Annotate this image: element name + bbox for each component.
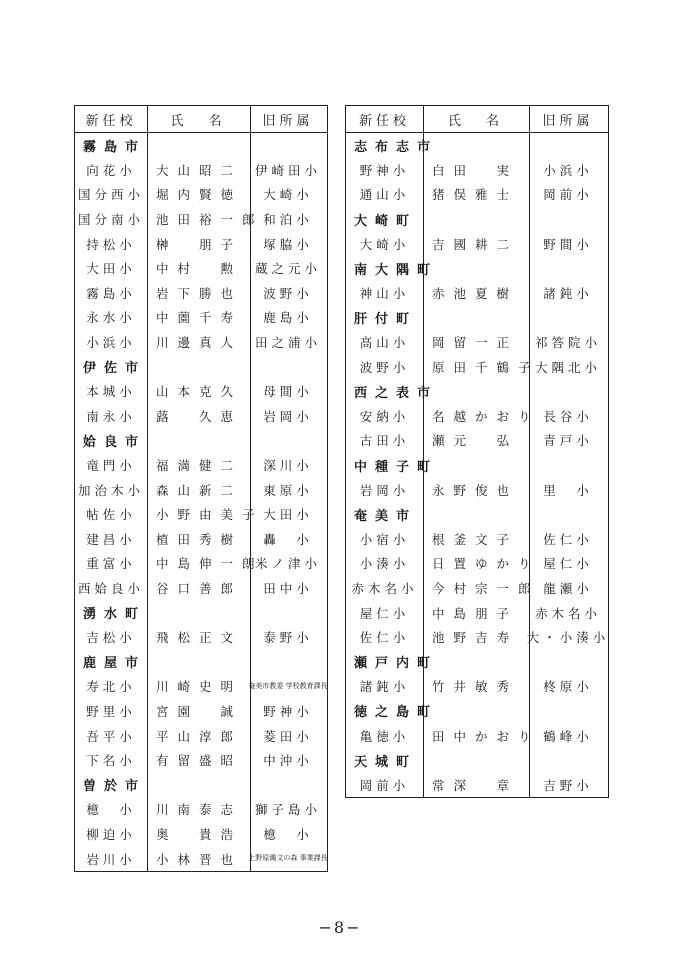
table-row bbox=[75, 231, 327, 256]
prev-school-cell: 波野小 bbox=[263, 285, 313, 301]
city-heading: 曽於市 bbox=[75, 772, 148, 797]
name-cell: 川邊真人 bbox=[148, 330, 251, 355]
city-heading-row bbox=[75, 600, 327, 625]
empty-cell bbox=[530, 502, 606, 527]
table-row bbox=[346, 158, 608, 183]
name-cell: 植田秀樹 bbox=[148, 527, 251, 552]
name-cell: 池田裕一郎 bbox=[148, 207, 251, 232]
prev-school-cell: 大田小 bbox=[263, 507, 313, 523]
table-row bbox=[346, 404, 608, 429]
name-cell: 田中かおり bbox=[424, 723, 530, 748]
table-row bbox=[346, 330, 608, 355]
name-cell: 岡留一正 bbox=[424, 330, 530, 355]
table-row bbox=[75, 674, 327, 699]
prev-school-cell: 里 小 bbox=[543, 482, 593, 498]
left-table bbox=[74, 105, 328, 872]
empty-cell bbox=[148, 133, 251, 158]
school-cell: 向花小 bbox=[75, 158, 148, 183]
city-heading: 中種子町 bbox=[346, 453, 424, 478]
name-cell: 小野由美子 bbox=[148, 502, 251, 527]
school-cell: 屋仁小 bbox=[346, 600, 424, 625]
name-cell: 谷口善郎 bbox=[148, 576, 251, 601]
name-cell: 赤池夏樹 bbox=[424, 281, 530, 306]
school-cell: 吾平小 bbox=[75, 723, 148, 748]
school-cell: 吉松小 bbox=[75, 625, 148, 650]
empty-cell bbox=[424, 305, 530, 330]
header-prev: 旧所属 bbox=[262, 113, 314, 129]
prev-school-cell: 佐仁小 bbox=[543, 531, 593, 547]
table-row bbox=[346, 625, 608, 650]
school-cell: 持松小 bbox=[75, 231, 148, 256]
city-heading: 湧水町 bbox=[75, 600, 148, 625]
prev-school-cell: 大崎小 bbox=[263, 187, 313, 203]
table-row bbox=[346, 600, 608, 625]
school-cell: 岩川小 bbox=[75, 846, 148, 871]
name-cell: 白田 実 bbox=[424, 158, 530, 183]
city-heading-row bbox=[346, 748, 608, 773]
table-row bbox=[75, 723, 327, 748]
name-cell: 岩下勝也 bbox=[148, 281, 251, 306]
prev-school-cell: 泰野小 bbox=[263, 630, 313, 646]
prev-school-cell: 青戸小 bbox=[543, 433, 593, 449]
empty-cell bbox=[530, 305, 606, 330]
name-cell: 猪俣雅士 bbox=[424, 182, 530, 207]
name-cell: 川崎史明 bbox=[148, 674, 251, 699]
city-heading: 南大隅町 bbox=[346, 256, 424, 281]
empty-cell bbox=[251, 428, 325, 453]
school-cell: 加治木小 bbox=[75, 477, 148, 502]
table-row bbox=[346, 428, 608, 453]
school-cell: 小宿小 bbox=[346, 527, 424, 552]
city-heading: 徳之島町 bbox=[346, 699, 424, 724]
header-school: 新任校 bbox=[346, 106, 424, 132]
prev-school-cell: 田之浦小 bbox=[254, 335, 321, 351]
prev-school-cell: 赤木名小 bbox=[534, 605, 601, 621]
table-row bbox=[75, 699, 327, 724]
city-heading-row bbox=[75, 649, 327, 674]
city-heading-row bbox=[346, 649, 608, 674]
prev-school-cell: 東原小 bbox=[263, 482, 313, 498]
city-heading: 大崎町 bbox=[346, 207, 424, 232]
prev-school-cell: 鹿島小 bbox=[263, 310, 313, 326]
prev-school-cell: 中沖小 bbox=[263, 753, 313, 769]
name-cell: 小林晋也 bbox=[148, 846, 251, 871]
name-cell: 中薗千寿 bbox=[148, 305, 251, 330]
prev-school-cell: 野間小 bbox=[543, 236, 593, 252]
name-cell: 川南泰志 bbox=[148, 797, 251, 822]
table-body bbox=[346, 133, 608, 797]
empty-cell bbox=[424, 133, 530, 158]
city-heading-row bbox=[346, 133, 608, 158]
prev-school-cell: 鶴峰小 bbox=[543, 728, 593, 744]
city-heading-row bbox=[75, 133, 327, 158]
prev-school-cell: 伊崎田小 bbox=[254, 162, 321, 178]
empty-cell bbox=[424, 207, 530, 232]
name-cell: 池野吉寿 bbox=[424, 625, 530, 650]
table-body bbox=[75, 133, 327, 871]
name-cell: 中島伸一朗 bbox=[148, 551, 251, 576]
name-cell: 吉國耕二 bbox=[424, 231, 530, 256]
table-row bbox=[75, 527, 327, 552]
empty-cell bbox=[424, 748, 530, 773]
school-cell: 大田小 bbox=[75, 256, 148, 281]
city-heading-row bbox=[346, 379, 608, 404]
name-cell: 竹井敏秀 bbox=[424, 674, 530, 699]
prev-school-cell: 野神小 bbox=[263, 703, 313, 719]
table-row bbox=[75, 748, 327, 773]
name-cell: 福満健二 bbox=[148, 453, 251, 478]
empty-cell bbox=[251, 133, 325, 158]
table-row bbox=[75, 207, 327, 232]
school-cell: 竜門小 bbox=[75, 453, 148, 478]
empty-cell bbox=[424, 256, 530, 281]
city-heading: 肝付町 bbox=[346, 305, 424, 330]
empty-cell bbox=[530, 256, 606, 281]
name-cell: 日置ゆかり bbox=[424, 551, 530, 576]
city-heading: 霧島市 bbox=[75, 133, 148, 158]
name-cell: 飛松正文 bbox=[148, 625, 251, 650]
school-cell: 永水小 bbox=[75, 305, 148, 330]
city-heading-row bbox=[346, 699, 608, 724]
name-cell: 今村宗一郎 bbox=[424, 576, 530, 601]
school-cell: 国分南小 bbox=[75, 207, 148, 232]
table-row bbox=[75, 256, 327, 281]
table-row bbox=[75, 453, 327, 478]
empty-cell bbox=[530, 133, 606, 158]
name-cell: 名越かおり bbox=[424, 404, 530, 429]
table-row bbox=[75, 846, 327, 871]
name-cell: 中島朋子 bbox=[424, 600, 530, 625]
prev-school-cell: 上野原縄文の森 事業課長 bbox=[248, 854, 328, 863]
name-cell: 常深 章 bbox=[424, 772, 530, 797]
table-row bbox=[75, 822, 327, 847]
empty-cell bbox=[148, 600, 251, 625]
school-cell: 野神小 bbox=[346, 158, 424, 183]
prev-school-cell: 長谷小 bbox=[543, 408, 593, 424]
empty-cell bbox=[530, 748, 606, 773]
prev-school-cell: 深川小 bbox=[263, 458, 313, 474]
table-row bbox=[75, 477, 327, 502]
table-row bbox=[75, 797, 327, 822]
empty-cell bbox=[530, 379, 606, 404]
name-cell: 榊 朋子 bbox=[148, 231, 251, 256]
table-row bbox=[75, 551, 327, 576]
city-heading-row bbox=[75, 428, 327, 453]
prev-school-cell: 吉野小 bbox=[543, 777, 593, 793]
school-cell: 重富小 bbox=[75, 551, 148, 576]
city-heading: 姶良市 bbox=[75, 428, 148, 453]
school-cell: 下名小 bbox=[75, 748, 148, 773]
name-cell: 平山淳郎 bbox=[148, 723, 251, 748]
name-cell: 根釜文子 bbox=[424, 527, 530, 552]
city-heading: 鹿屋市 bbox=[75, 649, 148, 674]
prev-school-cell: 龍瀬小 bbox=[543, 580, 593, 596]
name-cell: 宮園 誠 bbox=[148, 699, 251, 724]
school-cell: 帖佐小 bbox=[75, 502, 148, 527]
prev-school-cell: 岩岡小 bbox=[263, 408, 313, 424]
school-cell: 安納小 bbox=[346, 404, 424, 429]
school-cell: 霧島小 bbox=[75, 281, 148, 306]
prev-school-cell: 轟 小 bbox=[263, 531, 313, 547]
table-row bbox=[346, 576, 608, 601]
name-cell: 山本克久 bbox=[148, 379, 251, 404]
school-cell: 波野小 bbox=[346, 354, 424, 379]
city-heading: 天城町 bbox=[346, 748, 424, 773]
table-row bbox=[75, 281, 327, 306]
table-row bbox=[346, 772, 608, 797]
city-heading: 西之表市 bbox=[346, 379, 424, 404]
empty-cell bbox=[424, 379, 530, 404]
city-heading-row bbox=[346, 453, 608, 478]
empty-cell bbox=[251, 600, 325, 625]
empty-cell bbox=[424, 649, 530, 674]
prev-school-cell: 岡前小 bbox=[543, 187, 593, 203]
empty-cell bbox=[530, 207, 606, 232]
prev-school-cell: 祁答院小 bbox=[534, 335, 601, 351]
table-row bbox=[346, 527, 608, 552]
school-cell: 亀徳小 bbox=[346, 723, 424, 748]
school-cell: 岩岡小 bbox=[346, 477, 424, 502]
name-cell: 原田千鶴子 bbox=[424, 354, 530, 379]
prev-school-cell: 柊原小 bbox=[543, 679, 593, 695]
empty-cell bbox=[251, 354, 325, 379]
school-cell: 野里小 bbox=[75, 699, 148, 724]
table-row bbox=[75, 305, 327, 330]
empty-cell bbox=[424, 502, 530, 527]
table-header bbox=[346, 106, 608, 133]
empty-cell bbox=[148, 649, 251, 674]
table-row bbox=[346, 182, 608, 207]
empty-cell bbox=[148, 772, 251, 797]
table-row bbox=[346, 551, 608, 576]
school-cell: 建昌小 bbox=[75, 527, 148, 552]
empty-cell bbox=[148, 354, 251, 379]
table-row bbox=[75, 404, 327, 429]
school-cell: 西姶良小 bbox=[75, 576, 148, 601]
prev-school-cell: 母間小 bbox=[263, 384, 313, 400]
prev-school-cell: 屋仁小 bbox=[543, 556, 593, 572]
city-heading: 瀬戸内町 bbox=[346, 649, 424, 674]
table-row bbox=[75, 158, 327, 183]
prev-school-cell: 獅子島小 bbox=[254, 802, 321, 818]
city-heading-row bbox=[75, 772, 327, 797]
school-cell: 本城小 bbox=[75, 379, 148, 404]
name-cell: 中村 勲 bbox=[148, 256, 251, 281]
school-cell: 柳迫小 bbox=[75, 822, 148, 847]
school-cell: 神山小 bbox=[346, 281, 424, 306]
school-cell: 小浜小 bbox=[75, 330, 148, 355]
empty-cell bbox=[251, 649, 325, 674]
school-cell: 通山小 bbox=[346, 182, 424, 207]
city-heading-row bbox=[346, 256, 608, 281]
school-cell: 小湊小 bbox=[346, 551, 424, 576]
empty-cell bbox=[424, 699, 530, 724]
right-table bbox=[345, 105, 609, 798]
school-cell: 高山小 bbox=[346, 330, 424, 355]
city-heading-row bbox=[346, 305, 608, 330]
header-prev: 旧所属 bbox=[542, 113, 594, 129]
empty-cell bbox=[530, 699, 606, 724]
empty-cell bbox=[251, 772, 325, 797]
school-cell: 佐仁小 bbox=[346, 625, 424, 650]
empty-cell bbox=[530, 649, 606, 674]
prev-school-cell: 菱田小 bbox=[263, 728, 313, 744]
table-row bbox=[75, 330, 327, 355]
table-row bbox=[75, 182, 327, 207]
prev-school-cell: 大・小湊小 bbox=[526, 630, 610, 646]
name-cell: 永野俊也 bbox=[424, 477, 530, 502]
table-row bbox=[75, 379, 327, 404]
city-heading: 奄美市 bbox=[346, 502, 424, 527]
empty-cell bbox=[424, 453, 530, 478]
header-name: 氏 名 bbox=[148, 106, 251, 132]
header-school: 新任校 bbox=[75, 106, 148, 132]
school-cell: 大崎小 bbox=[346, 231, 424, 256]
page-number: −8− bbox=[318, 918, 362, 937]
name-cell: 奥 貴浩 bbox=[148, 822, 251, 847]
table-header bbox=[75, 106, 327, 133]
prev-school-cell: 小浜小 bbox=[543, 162, 593, 178]
name-cell: 有留盛昭 bbox=[148, 748, 251, 773]
city-heading: 伊佐市 bbox=[75, 354, 148, 379]
prev-school-cell: 大隅北小 bbox=[534, 359, 601, 375]
school-cell: 古田小 bbox=[346, 428, 424, 453]
header-name: 氏 名 bbox=[424, 106, 530, 132]
empty-cell bbox=[148, 428, 251, 453]
table-row bbox=[346, 477, 608, 502]
school-cell: 国分西小 bbox=[75, 182, 148, 207]
table-row bbox=[346, 723, 608, 748]
school-cell: 赤木名小 bbox=[346, 576, 424, 601]
table-row bbox=[75, 502, 327, 527]
name-cell: 蕗 久恵 bbox=[148, 404, 251, 429]
prev-school-cell: 田中小 bbox=[263, 580, 313, 596]
table-row bbox=[75, 625, 327, 650]
name-cell: 堀内賢徳 bbox=[148, 182, 251, 207]
table-row bbox=[346, 354, 608, 379]
prev-school-cell: 奄美市教委 学校教育課長 bbox=[248, 681, 328, 690]
name-cell: 瀬元 弘 bbox=[424, 428, 530, 453]
name-cell: 森山新二 bbox=[148, 477, 251, 502]
name-cell: 大山昭二 bbox=[148, 158, 251, 183]
prev-school-cell: 和泊小 bbox=[263, 212, 313, 228]
prev-school-cell: 蔵之元小 bbox=[254, 261, 321, 277]
school-cell: 岡前小 bbox=[346, 772, 424, 797]
city-heading-row bbox=[75, 354, 327, 379]
prev-school-cell: 米ノ津小 bbox=[254, 556, 321, 572]
city-heading-row bbox=[346, 207, 608, 232]
city-heading-row bbox=[346, 502, 608, 527]
table-row bbox=[75, 576, 327, 601]
table-row bbox=[346, 231, 608, 256]
school-cell: 寿北小 bbox=[75, 674, 148, 699]
school-cell: 南永小 bbox=[75, 404, 148, 429]
prev-school-cell: 諸鈍小 bbox=[543, 285, 593, 301]
prev-school-cell: 塚脇小 bbox=[263, 236, 313, 252]
prev-school-cell: 檍 小 bbox=[263, 826, 313, 842]
table-row bbox=[346, 281, 608, 306]
school-cell: 諸鈍小 bbox=[346, 674, 424, 699]
table-row bbox=[346, 674, 608, 699]
city-heading: 志布志市 bbox=[346, 133, 424, 158]
school-cell: 檍 小 bbox=[75, 797, 148, 822]
empty-cell bbox=[530, 453, 606, 478]
